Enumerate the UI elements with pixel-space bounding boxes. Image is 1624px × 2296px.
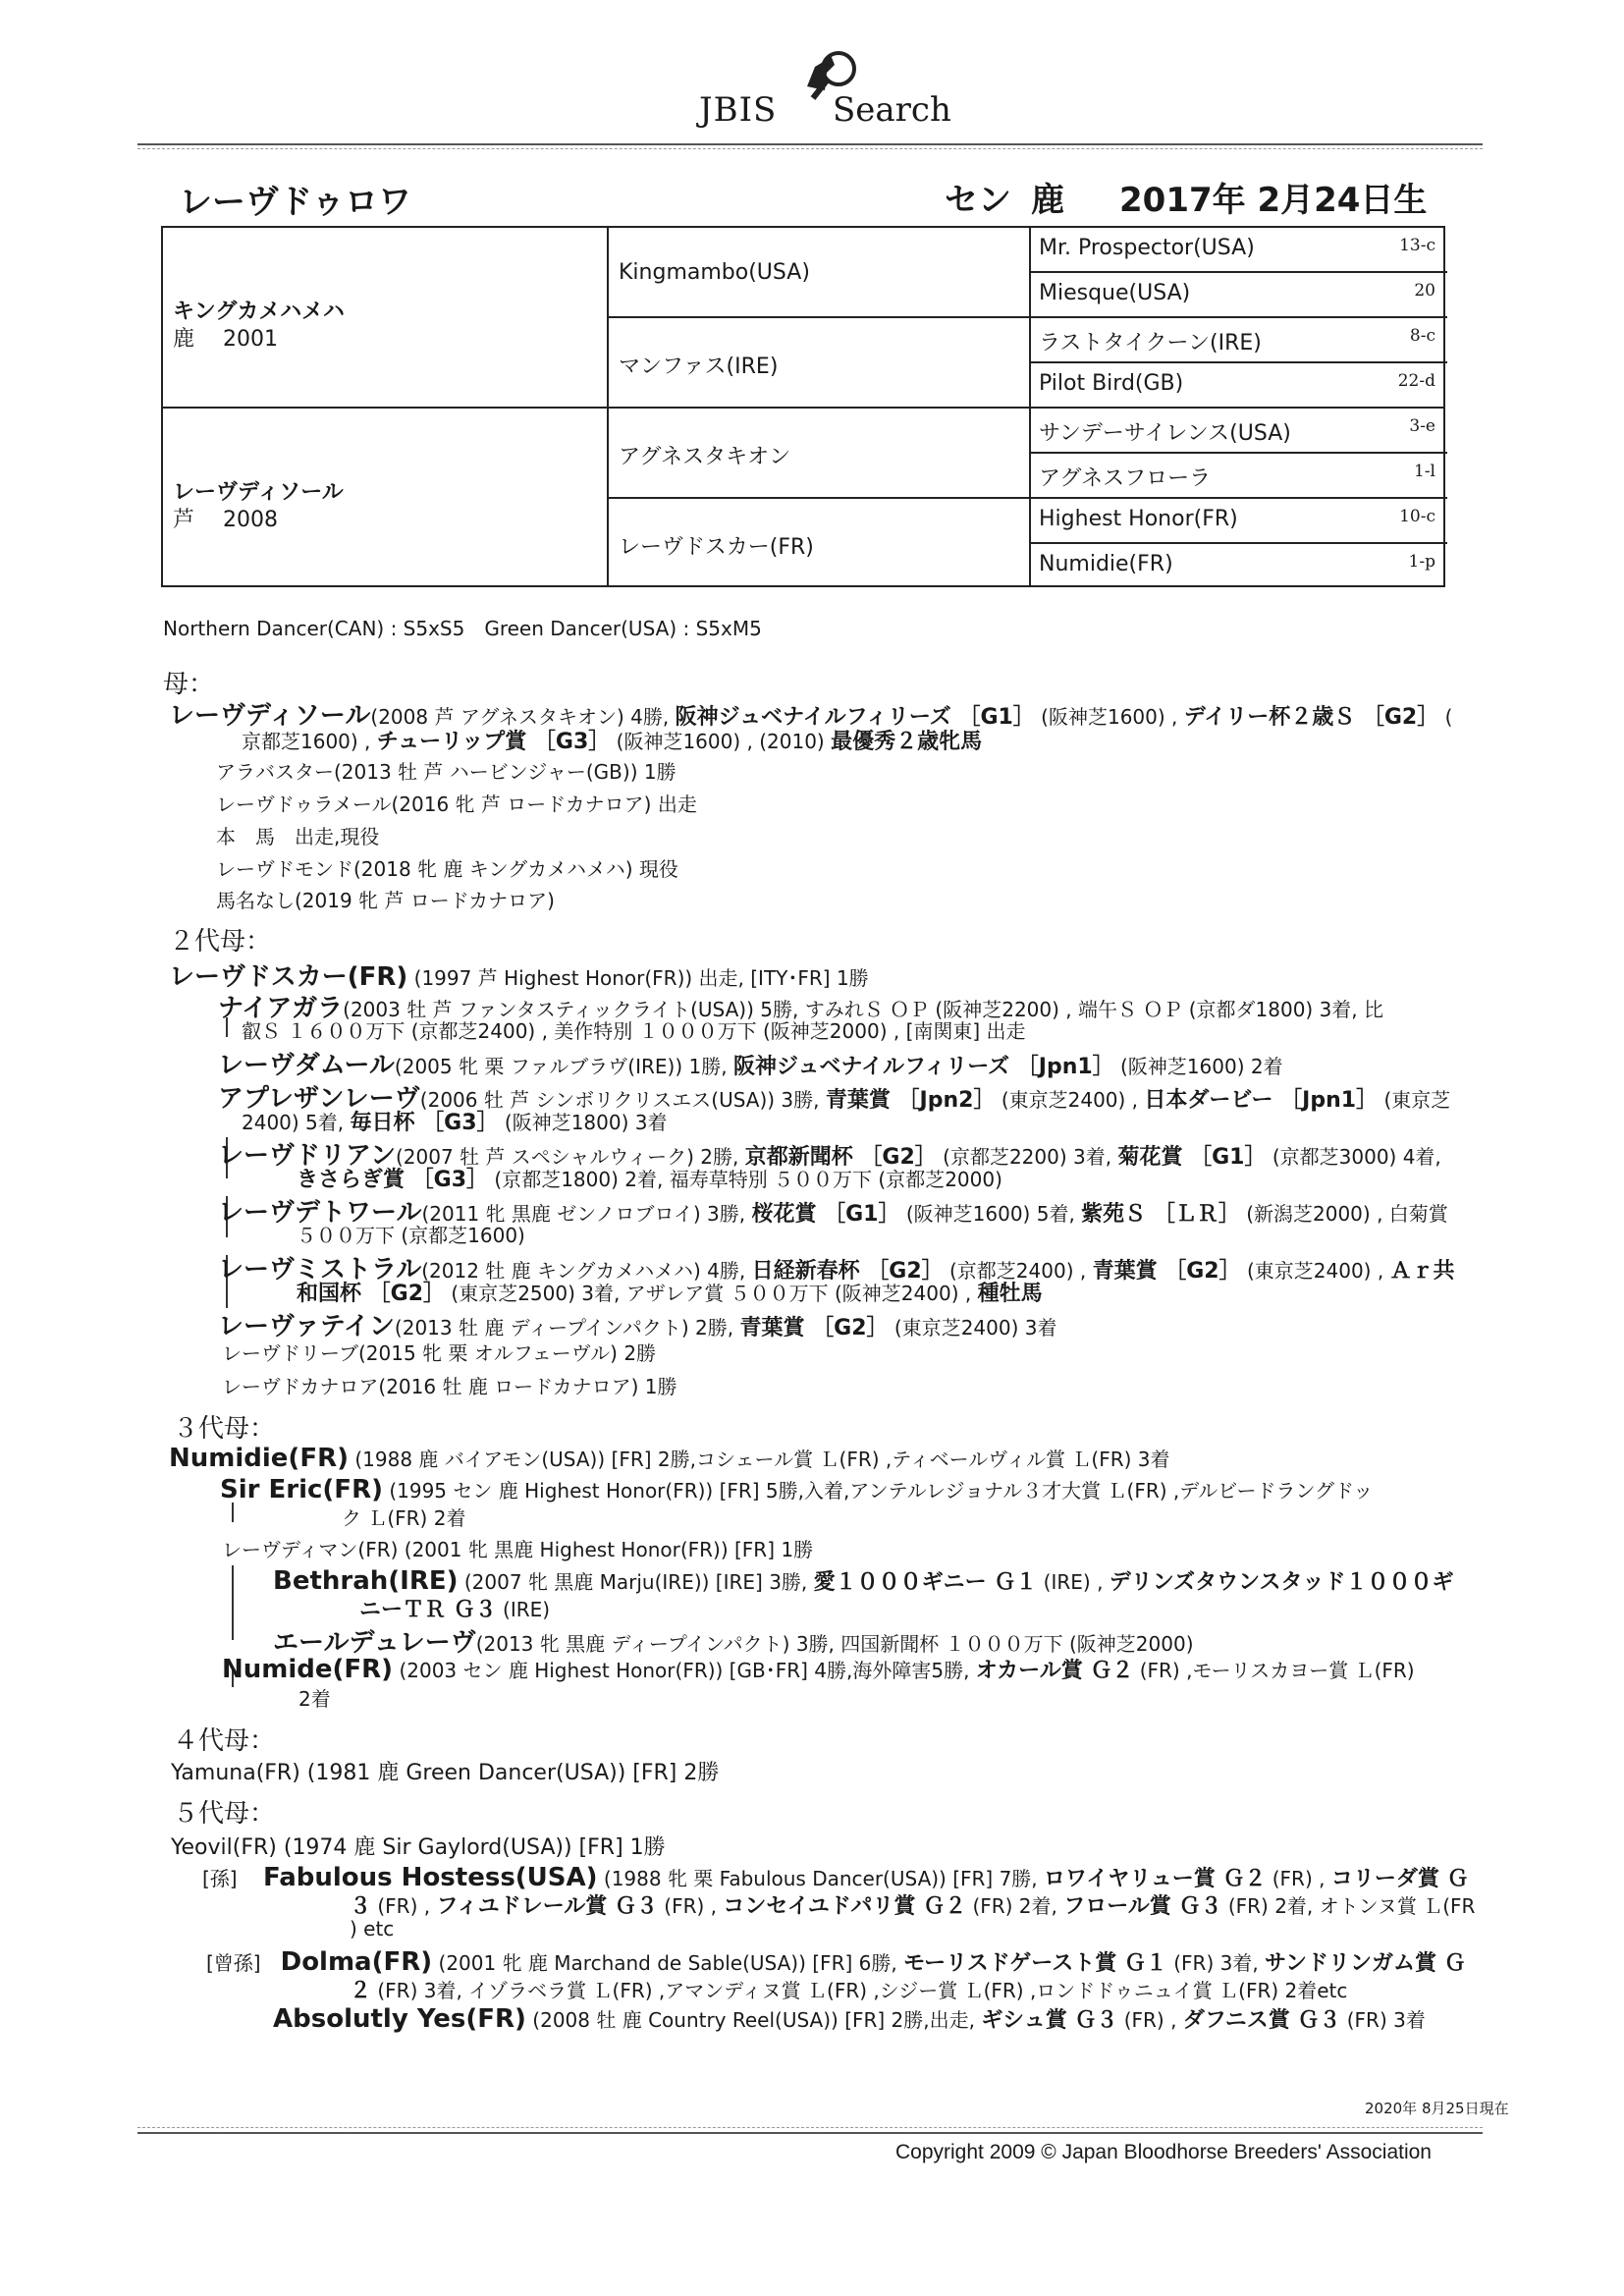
text-line: レーヴダムール(2005 牝 栗 ファルブラヴ(IRE)) 1勝, 阪神ジュベナイルフィリーズ ［Jpn1］ (阪神芝1600) 2着 [218,1051,1283,1080]
ped-g3-name[interactable]: Mr. Prospector(USA) [1039,236,1255,260]
logo-text-jbis: JBIS [699,90,778,130]
text-line: レーヴミストラル(2012 牡 鹿 キングカメハメハ) 4勝, 日経新春杯 ［G2］ (京都芝2400) , 青葉賞 ［G2］ (東京芝2400) , Ａｒ共 [218,1255,1455,1285]
ped-g3-family: 1-p [1408,552,1435,572]
dam-name[interactable]: レーヴディソール [173,480,344,505]
text-line: Absolutly Yes(FR) (2008 牡 鹿 Country Reel(USA)) [FR] 2勝,出走, ギシュ賞 Ｇ３ (FR) , ダフニス賞 Ｇ３ (FR) 3着 [273,2004,1426,2034]
header-dashed-rule [137,148,1483,149]
dam-dam[interactable]: レーヴドスカー(FR) [619,535,814,560]
horse-link[interactable]: レーヴダムール [218,1051,395,1080]
text-line[interactable]: Yeovil(FR) (1974 鹿 Sir Gaylord(USA)) [FR] 1勝 [171,1835,666,1860]
section-heading-dam: 母： [163,670,215,699]
horse-link[interactable]: Bethrah(IRE) [273,1566,459,1596]
text-line: ク Ｌ(FR) 2着 [342,1506,466,1530]
text-line: ２ (FR) 3着, イゾラベラ賞 Ｌ(FR) ,アマンディヌ賞 Ｌ(FR) ,シジー賞 Ｌ(FR) ,ロンドドゥニュイ賞 Ｌ(FR) 2着etc [350,1979,1348,2003]
text-line: レーヴデトワール(2011 牝 黒鹿 ゼンノロブロイ) 3勝, 桜花賞 ［G1］ (阪神芝1600) 5着, 紫苑Ｓ ［ＬＲ］ (新潟芝2000) , 白菊賞 [218,1198,1448,1228]
text-line: Sir Eric(FR) (1995 セン 鹿 Highest Honor(FR)) [FR] 5勝,入着,アンテルレジョナル３才大賞 Ｌ(FR) ,デルビードラングドッ [220,1475,1374,1504]
ped-g3-family: 8-c [1409,326,1435,346]
text-line: Numidie(FR) (1988 鹿 バイアモン(USA)) [FR] 2勝,コシェール賞 Ｌ(FR) ,ティベールヴィル賞 Ｌ(FR) 3着 [169,1444,1170,1473]
ped-g3-name[interactable]: ラストタイクーン(IRE) [1039,331,1262,355]
as-of-date: 2020年 8月25日現在 [1365,2100,1509,2117]
horse-link[interactable]: レーヴドスカー(FR) [169,962,408,992]
horse-link[interactable]: レーヴディソール [169,701,371,731]
sire-sire[interactable]: Kingmambo(USA) [619,260,810,285]
pedigree-table [161,226,1445,587]
footer-rule [137,2132,1483,2134]
text-line: [曾孫] Dolma(FR) (2001 牝 鹿 Marchand de Sable(USA)) [FR] 6勝, モーリスドゲースト賞 Ｇ１ (FR) 3着, サンドリンガム賞 Ｇ [206,1947,1466,1977]
text-line: [孫] Fabulous Hostess(USA) (1988 牝 栗 Fabulous Dancer(USA)) [FR] 7勝, ロワイヤリュー賞 Ｇ２ (FR) , コリーダ賞 Ｇ [202,1863,1469,1892]
text-line[interactable]: レーヴドカナロア(2016 牡 鹿 ロードカナロア) 1勝 [222,1375,677,1398]
ped-g3-name[interactable]: サンデーサイレンス(USA) [1039,421,1291,446]
horse-link[interactable]: エールデュレーヴ [273,1628,476,1658]
section-heading-2nd-dam: ２代母： [169,927,272,957]
horse-link[interactable]: レーヴデトワール [218,1198,422,1228]
text-line[interactable]: レーヴドモンド(2018 牝 鹿 キングカメハメハ) 現役 [216,857,678,881]
horse-link[interactable]: Numide(FR) [222,1655,394,1684]
text-line: ) etc [350,1917,395,1941]
ped-g3-family: 3-e [1409,416,1435,436]
text-line: レーヴァテイン(2013 牡 鹿 ディープインパクト) 2勝, 青葉賞 ［G2］ (東京芝2400) 3着 [218,1312,1057,1341]
inbreeding-note: Northern Dancer(CAN) : S5xS5 Green Dancer(USA) : S5xM5 [163,617,762,640]
ped-g3-family: 22-d [1397,371,1435,391]
text-line: ５００万下 (京都芝1600) [297,1224,525,1247]
horse-link[interactable]: アプレザンレーヴ [218,1084,420,1114]
text-line: きさらぎ賞 ［G3］ (京都芝1800) 2着, 福寿草特別 ５００万下 (京都芝2000) [297,1168,1002,1192]
ped-g3-name[interactable]: Highest Honor(FR) [1039,507,1238,531]
text-line: ニーＴＲ Ｇ３ (IRE) [359,1598,551,1622]
horse-link[interactable]: Numidie(FR) [169,1444,349,1473]
footer-dashed-rule [137,2127,1483,2128]
text-line: レーヴドリアン(2007 牡 芦 スペシャルウィーク) 2勝, 京都新聞杯 ［G2］ (京都芝2200) 3着, 菊花賞 ［G1］ (京都芝3000) 4着, [218,1141,1441,1171]
dam-sire[interactable]: アグネスタキオン [619,445,791,469]
text-line[interactable]: レーヴディマン(FR) (2001 牝 黒鹿 Highest Honor(FR)) [FR] 1勝 [222,1538,814,1561]
ped-g3-name[interactable]: Miesque(USA) [1039,281,1191,305]
logo-text-search: Search [833,90,951,130]
horse-link[interactable]: Dolma(FR) [280,1947,433,1977]
ped-g3-name[interactable]: Numidie(FR) [1039,552,1173,576]
ped-g3-name[interactable]: アグネスフローラ [1039,466,1212,491]
text-line: レーヴドスカー(FR) (1997 芦 Highest Honor(FR)) 出走, [ITY･FR] 1勝 [169,962,869,992]
ped-g3-family: 20 [1414,281,1435,301]
ped-g3-family: 13-c [1399,236,1435,255]
text-line: Numide(FR) (2003 セン 鹿 Highest Honor(FR)) [GB･FR] 4勝,海外障害5勝, オカール賞 Ｇ２ (FR) ,モーリスカヨー賞 Ｌ(FR) [222,1655,1415,1684]
horse-link[interactable]: Sir Eric(FR) [220,1475,383,1504]
section-heading-3rd-dam: ３代母： [173,1414,276,1444]
sire-info: 鹿 2001 [173,327,278,352]
horse-link[interactable]: レーヴァテイン [218,1312,395,1341]
text-line: ナイアガラ(2003 牡 芦 ファンタスティックライト(USA)) 5勝, すみれＳ ＯＰ (阪神芝2200) , 端午Ｓ ＯＰ (京都ダ1800) 3着, 比 [218,994,1384,1023]
text-line: 京都芝1600) , チューリップ賞 ［G3］ (阪神芝1600) , (2010) 最優秀２歳牝馬 [242,730,983,754]
text-line: 叡Ｓ １６００万下 (京都芝2400) , 美作特別 １０００万下 (阪神芝2000) , [南関東] 出走 [242,1019,1026,1043]
ped-g3-family: 1-l [1414,462,1435,481]
sire-dam[interactable]: マンファス(IRE) [619,355,779,379]
text-line: 馬名なし(2019 牝 芦 ロードカナロア) [216,889,555,912]
horse-color: 鹿 [1031,181,1064,220]
dam-info: 芦 2008 [173,508,278,532]
ped-g3-name[interactable]: Pilot Bird(GB) [1039,371,1184,396]
text-line[interactable]: レーヴドリーブ(2015 牝 栗 オルフェーヴル) 2勝 [222,1341,657,1365]
section-heading-5th-dam: ５代母： [173,1799,276,1829]
horse-sex: セン [945,181,1011,220]
jbis-search-logo[interactable] [699,47,951,136]
ped-g3-family: 10-c [1399,507,1435,526]
horse-link[interactable]: レーヴドリアン [218,1141,396,1171]
section-heading-4th-dam: ４代母： [173,1726,276,1756]
text-line: アプレザンレーヴ(2006 牡 芦 シンボリクリスエス(USA)) 3勝, 青葉賞 ［Jpn2］ (東京芝2400) , 日本ダービー ［Jpn1］ (東京芝 [218,1084,1451,1114]
text-line[interactable]: アラバスター(2013 牡 芦 ハービンジャー(GB)) 1勝 [216,760,677,784]
text-line: エールデュレーヴ(2013 牝 黒鹿 ディープインパクト) 3勝, 四国新聞杯 １０００万下 (阪神芝2000) [273,1628,1194,1658]
header-rule [137,143,1483,145]
text-line[interactable]: Yamuna(FR) (1981 鹿 Green Dancer(USA)) [FR] 2勝 [171,1761,720,1785]
text-line: レーヴディソール(2008 芦 アグネスタキオン) 4勝, 阪神ジュベナイルフィリーズ ［G1］ (阪神芝1600) , デイリー杯２歳Ｓ ［G2］ ( [169,701,1453,731]
text-line: 本 馬 出走,現役 [216,825,380,848]
copyright-text: Copyright 2009 © Japan Bloodhorse Breeders' Association [895,2141,1432,2163]
text-line: 2400) 5着, 毎日杯 ［G3］ (阪神芝1800) 3着 [242,1111,668,1135]
horse-link[interactable]: レーヴミストラル [218,1255,422,1285]
text-line: 2着 [298,1687,331,1711]
horse-link[interactable]: Absolutly Yes(FR) [273,2004,526,2034]
horse-link[interactable]: Fabulous Hostess(USA) [262,1863,598,1892]
text-line: 和国杯 ［G2］ (東京芝2500) 3着, アザレア賞 ５００万下 (阪神芝2400) , 種牡馬 [297,1282,1043,1306]
sire-name[interactable]: キングカメハメハ [173,300,345,324]
horse-link[interactable]: ナイアガラ [218,994,344,1023]
text-line: Bethrah(IRE) (2007 牝 黒鹿 Marju(IRE)) [IRE] 3勝, 愛１０００ギニー Ｇ１ (IRE) , デリンズタウンスタッド１０００ギ [273,1566,1454,1596]
horse-birth-date: 2017年 2月24日生 [1119,181,1428,220]
text-line[interactable]: レーヴドゥラメール(2016 牝 芦 ロードカナロア) 出走 [216,793,697,816]
text-line: ３ (FR) , フィユドレール賞 Ｇ３ (FR) , コンセイユドパリ賞 Ｇ２ (FR) 2着, フロール賞 Ｇ３ (FR) 2着, オトンヌ賞 Ｌ(FR [350,1894,1476,1919]
horse-name: レーヴドゥロワ [179,183,412,222]
